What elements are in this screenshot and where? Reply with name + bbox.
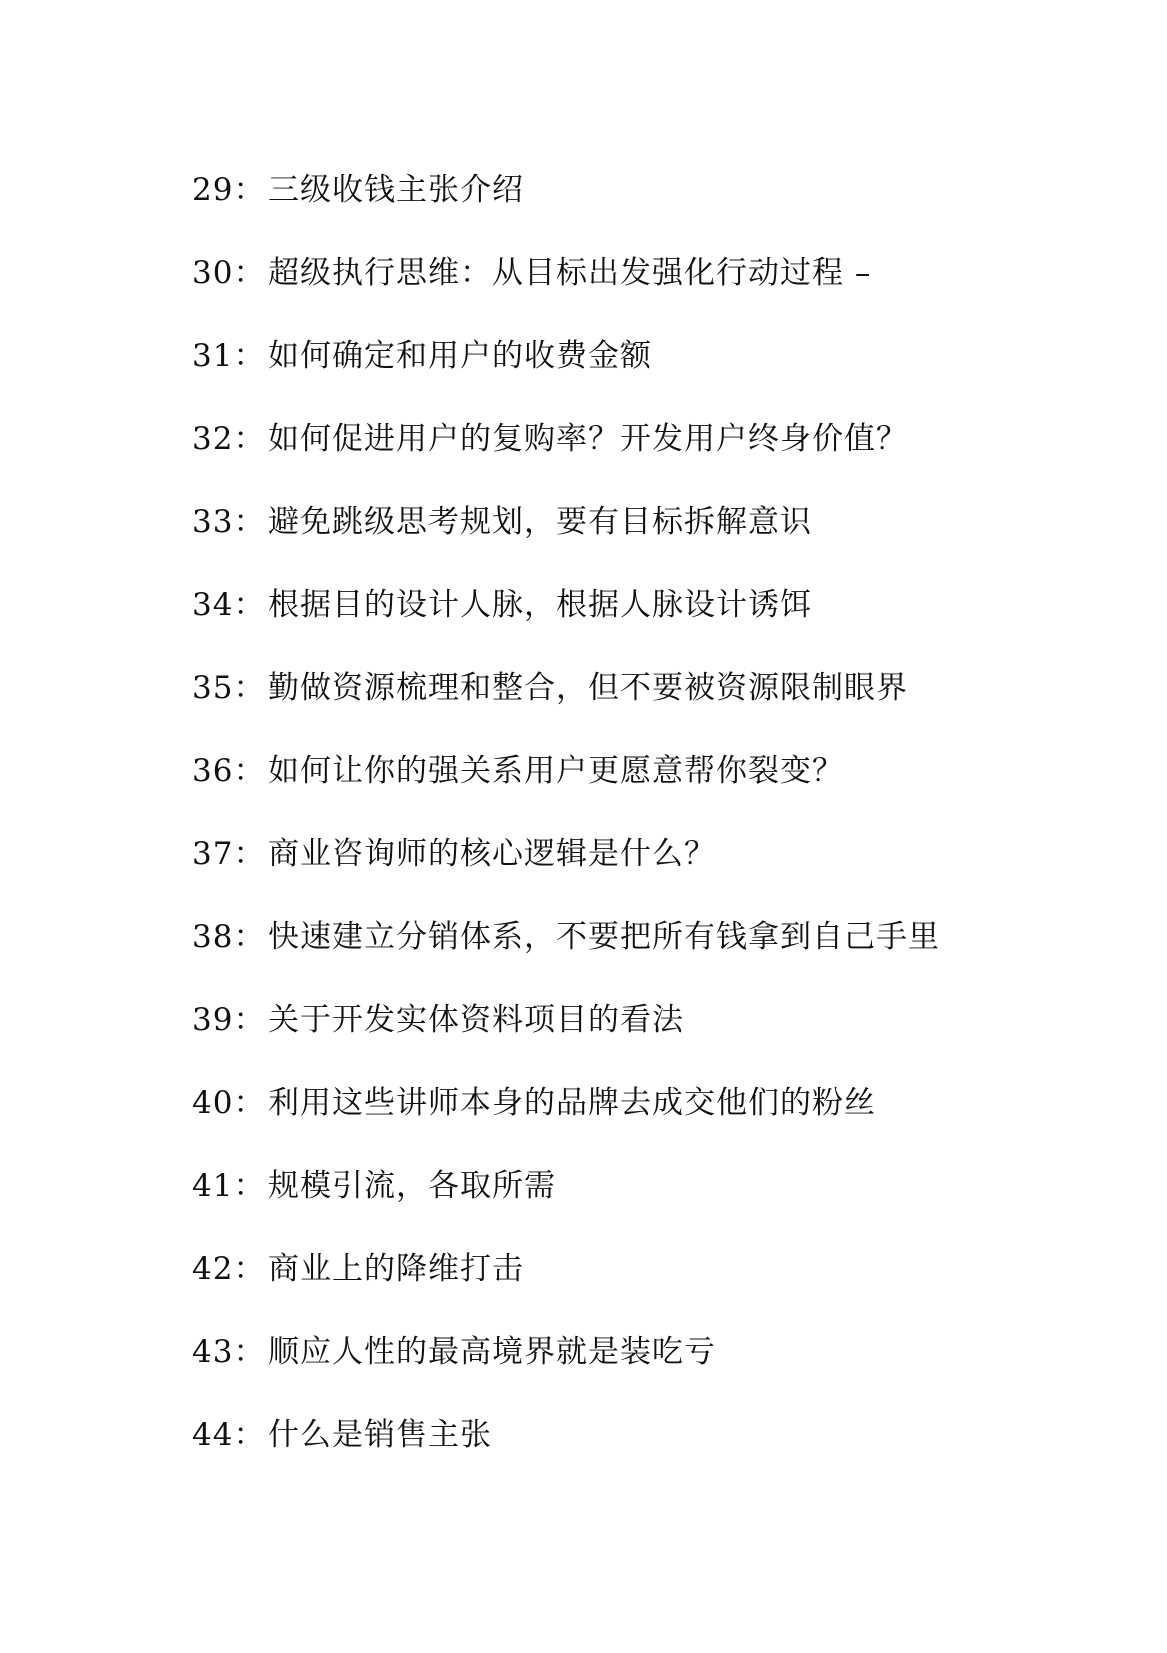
list-item bbox=[192, 170, 940, 253]
item-number: 37： bbox=[192, 836, 266, 872]
item-text: 关于开发实体资料项目的看法 bbox=[268, 1002, 684, 1038]
toc-list bbox=[192, 170, 940, 1498]
item-number: 36： bbox=[192, 753, 266, 789]
list-item bbox=[192, 585, 940, 668]
item-text: 如何促进用户的复购率？开发用户终身价值？ bbox=[268, 421, 908, 457]
list-item bbox=[192, 1083, 940, 1166]
item-text: 如何让你的强关系用户更愿意帮你裂变？ bbox=[268, 753, 844, 789]
item-number: 40： bbox=[192, 1085, 266, 1121]
item-text: 超级执行思维：从目标出发强化行动过程 – bbox=[268, 255, 872, 291]
list-item bbox=[192, 834, 940, 917]
list-item bbox=[192, 419, 940, 502]
item-text: 三级收钱主张介绍 bbox=[268, 172, 524, 208]
list-item bbox=[192, 1000, 940, 1083]
item-text: 快速建立分销体系，不要把所有钱拿到自己手里 bbox=[268, 919, 940, 955]
item-number: 39： bbox=[192, 1002, 266, 1038]
item-text: 商业咨询师的核心逻辑是什么？ bbox=[268, 836, 716, 872]
item-number: 32： bbox=[192, 421, 266, 457]
item-text: 顺应人性的最高境界就是装吃亏 bbox=[268, 1334, 716, 1370]
item-number: 33： bbox=[192, 504, 266, 540]
item-text: 避免跳级思考规划，要有目标拆解意识 bbox=[268, 504, 812, 540]
list-item bbox=[192, 1249, 940, 1332]
item-number: 41： bbox=[192, 1168, 266, 1204]
item-text: 勤做资源梳理和整合，但不要被资源限制眼界 bbox=[268, 670, 908, 706]
list-item bbox=[192, 1166, 940, 1249]
item-text: 利用这些讲师本身的品牌去成交他们的粉丝 bbox=[268, 1085, 876, 1121]
item-text: 如何确定和用户的收费金额 bbox=[268, 338, 652, 374]
item-text: 什么是销售主张 bbox=[268, 1417, 492, 1453]
list-item bbox=[192, 1332, 940, 1415]
item-number: 31： bbox=[192, 338, 266, 374]
list-item bbox=[192, 917, 940, 1000]
item-number: 29： bbox=[192, 172, 266, 208]
item-number: 34： bbox=[192, 587, 266, 623]
list-item bbox=[192, 668, 940, 751]
list-item bbox=[192, 336, 940, 419]
item-number: 43： bbox=[192, 1334, 266, 1370]
list-item bbox=[192, 502, 940, 585]
list-item bbox=[192, 253, 940, 336]
item-text: 根据目的设计人脉，根据人脉设计诱饵 bbox=[268, 587, 812, 623]
item-number: 38： bbox=[192, 919, 266, 955]
item-number: 42： bbox=[192, 1251, 266, 1287]
list-item bbox=[192, 751, 940, 834]
item-number: 30： bbox=[192, 255, 266, 291]
item-text: 规模引流，各取所需 bbox=[268, 1168, 556, 1204]
item-number: 35： bbox=[192, 670, 266, 706]
item-number: 44： bbox=[192, 1417, 266, 1453]
item-text: 商业上的降维打击 bbox=[268, 1251, 524, 1287]
list-item bbox=[192, 1415, 940, 1498]
